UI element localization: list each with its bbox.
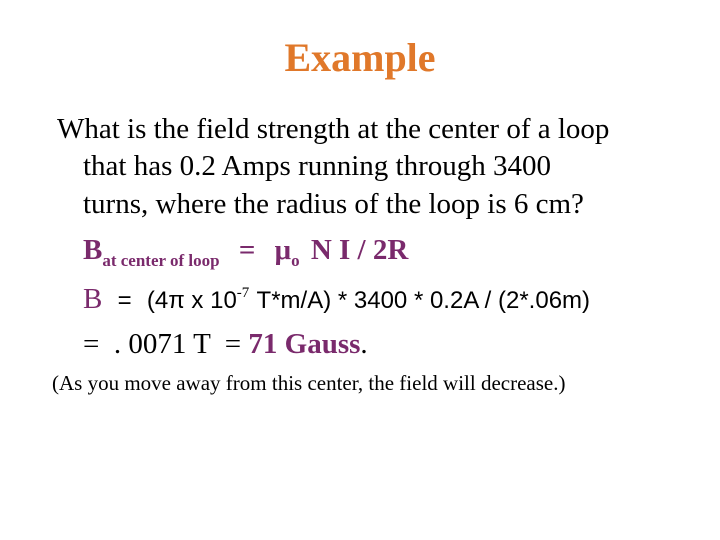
formula-mu: μ: [274, 234, 292, 266]
formula-rest: N I / 2R: [310, 234, 409, 266]
formula-equals: =: [238, 234, 256, 266]
question-line-2: that has 0.2 Amps running through 3400: [83, 150, 552, 182]
calc-equals: =: [117, 287, 132, 314]
calc-exponent: -7: [236, 285, 250, 301]
result-prefix: = . 0071 T =: [83, 328, 242, 360]
question-line-1: What is the field strength at the center of a loop: [57, 113, 610, 145]
formula-symbol: B: [83, 234, 103, 266]
calc-part2: T*m/A) * 3400 * 0.2A / (2*.06m): [256, 287, 591, 314]
calc-part1: (4π x 10: [146, 287, 237, 314]
question-line-3: turns, where the radius of the loop is 6 cm?: [83, 188, 584, 220]
slide-title: Example: [284, 35, 436, 80]
note-text: (As you move away from this center, the field will decrease.): [52, 371, 566, 395]
result-line: [83, 327, 368, 361]
formula-line: [83, 233, 408, 271]
calc-symbol: B: [83, 283, 103, 315]
formula-subscript: at center of loop: [102, 251, 220, 270]
formula-mu-subscript: o: [291, 251, 300, 270]
calculation-line: [83, 282, 590, 321]
result-gauss: 71 Gauss: [248, 328, 361, 360]
result-period: .: [360, 328, 368, 360]
